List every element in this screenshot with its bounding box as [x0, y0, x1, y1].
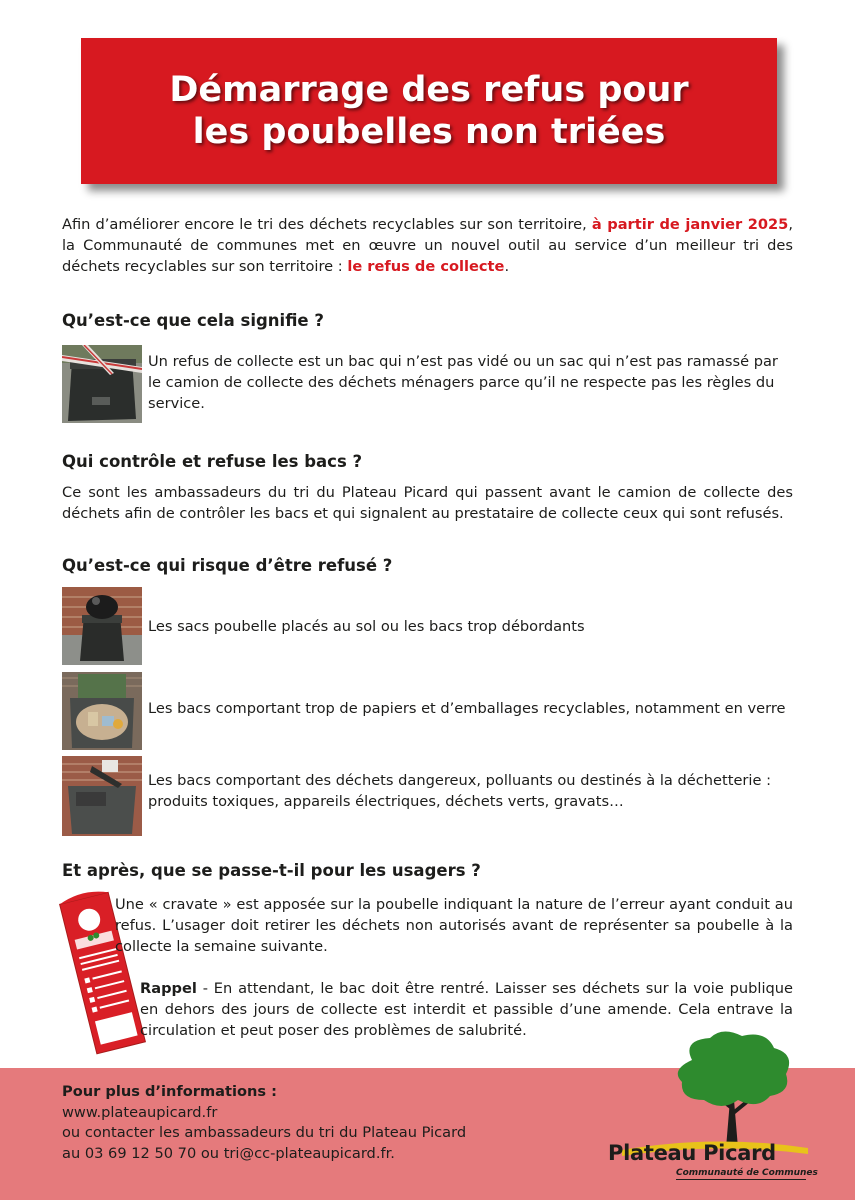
- title-banner: [81, 38, 777, 184]
- footer-website-link[interactable]: www.plateaupicard.fr: [62, 1103, 218, 1121]
- footer-phone-email[interactable]: au 03 69 12 50 70 ou tri@cc-plateaupicard.fr.: [62, 1144, 395, 1162]
- section2-text: Ce sont les ambassadeurs du tri du Plateau Picard qui passent avant le camion de collecte des déchets afin de contrôler les bacs et qui signalent au prestataire de collecte ceux qui sont refusés.: [62, 484, 793, 522]
- section-heading-control: Qui contrôle et refuse les bacs ?: [62, 452, 363, 471]
- photo-bin-hazardous: [62, 756, 142, 836]
- section1-text: Un refus de collecte est un bac qui n’est pas vidé ou un sac qui n’est pas ramassé par le camion de collecte des déchets ménagers parce qu’il ne respecte pas les règles du service.: [148, 353, 778, 412]
- risk-item-recyclables: Les bacs comportant trop de papiers et d’emballages recyclables, notamment en verre: [148, 700, 786, 717]
- section-heading-risk: Qu’est-ce qui risque d’être refusé ?: [62, 556, 393, 575]
- photo-bin-recyclables: [62, 672, 142, 750]
- logo-subtitle: Communauté de Communes: [676, 1168, 818, 1178]
- intro-date-highlight: à partir de janvier 2025: [591, 216, 789, 233]
- footer-info: [62, 1082, 466, 1164]
- risk-item-hazardous: Les bacs comportant des déchets dangereux, polluants ou destinés à la déchetterie : produits toxiques, appareils électriques, déchets verts, gravats…: [148, 772, 772, 810]
- footer-contact-text: ou contacter les ambassadeurs du tri du Plateau Picard: [62, 1124, 467, 1141]
- intro-refus-highlight: le refus de collecte: [347, 258, 505, 275]
- section4-para1: Une « cravate » est apposée sur la poubelle indiquant la nature de l’erreur ayant conduit au refus. L’usager doit retirer les déchets non autorisés avant de représenter sa poubelle à la collecte la semaine suivante.: [115, 896, 793, 955]
- section-heading-after: Et après, que se passe-t-il pour les usagers ?: [62, 861, 481, 880]
- page-title: Démarrage des refus pour les poubelles non triées: [169, 70, 689, 152]
- footer-heading: Pour plus d’informations :: [62, 1083, 278, 1100]
- logo-name: Plateau Picard: [608, 1141, 776, 1165]
- risk-item-bags: Les sacs poubelle placés au sol ou les bacs trop débordants: [148, 618, 585, 635]
- section-heading-meaning: Qu’est-ce que cela signifie ?: [62, 311, 324, 330]
- photo-bags-on-ground: [62, 587, 142, 665]
- photo-refused-bin-taped: [62, 345, 142, 423]
- section4-para2: Rappel - En attendant, le bac doit être rentré. Laisser ses déchets sur la voie publique en dehors des jours de collecte est interdit et passible d’une amende. Cela entrave la circulation et peut poser des problèmes de salubrité.: [140, 980, 793, 1039]
- logo-tree-icon: [662, 1030, 802, 1150]
- logo-underline: [676, 1179, 806, 1180]
- intro-paragraph: Afin d’améliorer encore le tri des déchets recyclables sur son territoire, à partir de janvier 2025, la Communauté de communes met en œuvre un nouvel outil au service d’un meilleur tri des déchets recyclables sur son territoire : le refus de collecte.: [62, 216, 793, 275]
